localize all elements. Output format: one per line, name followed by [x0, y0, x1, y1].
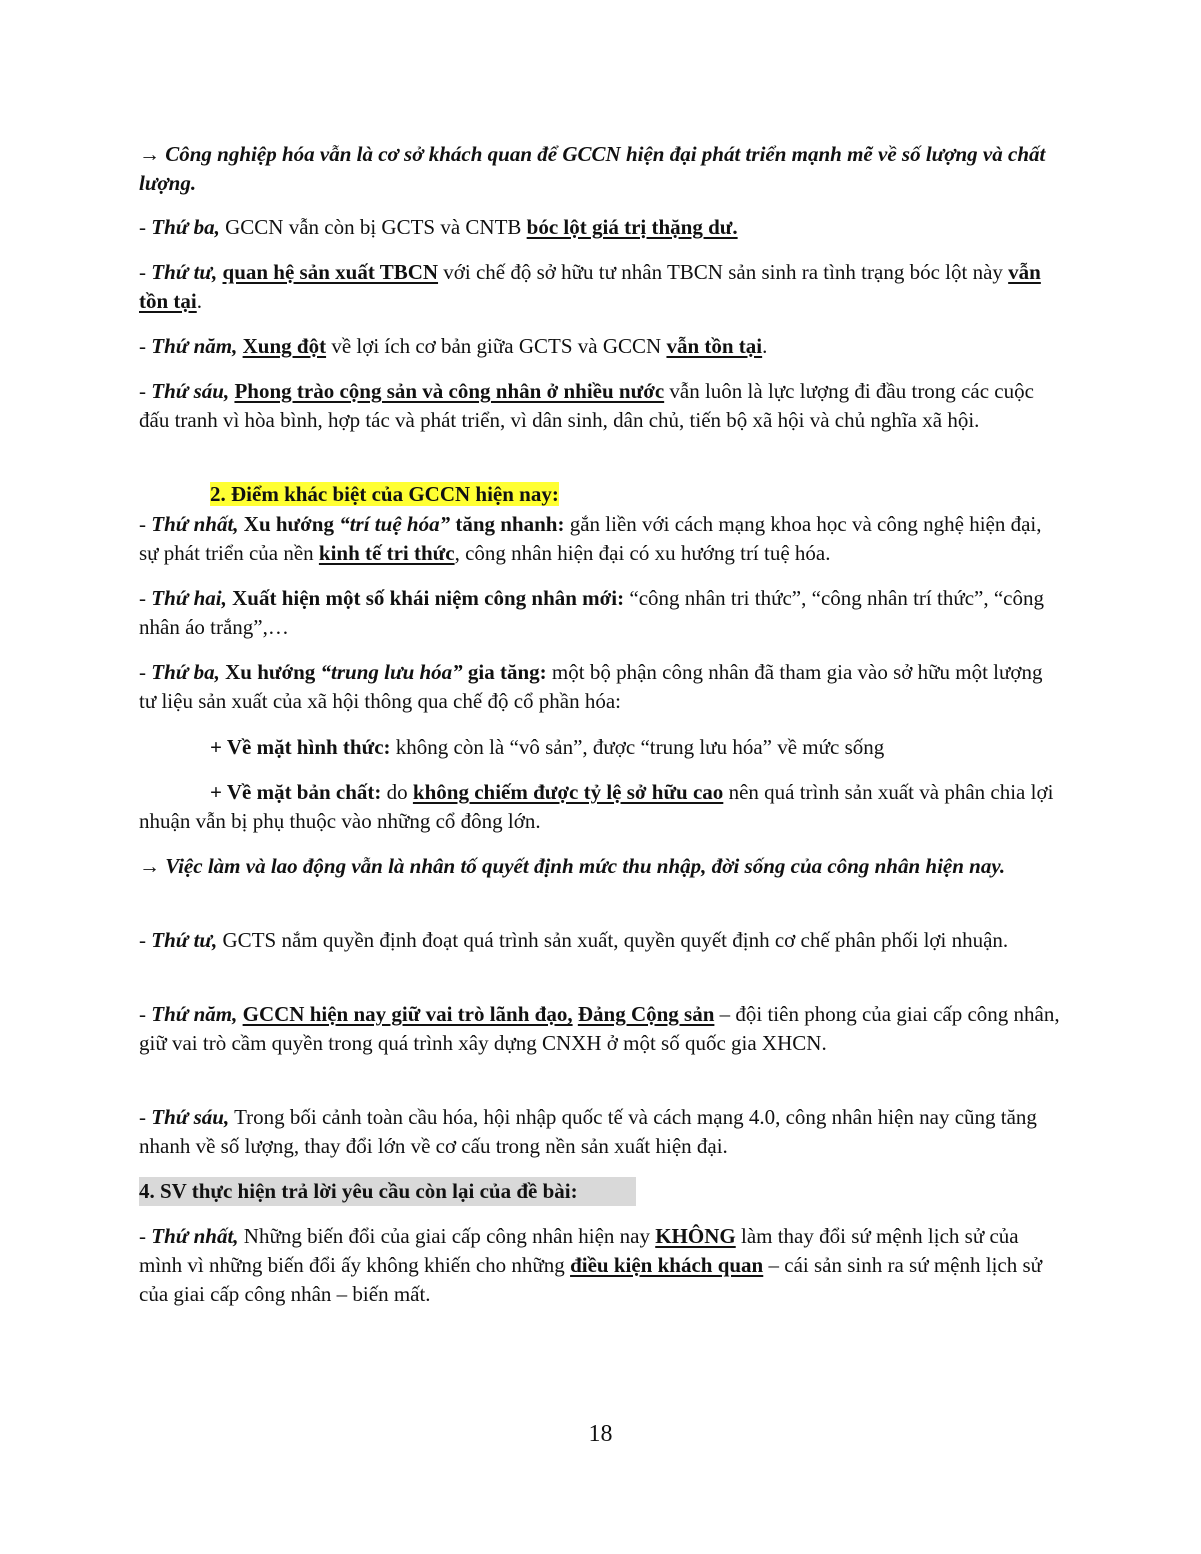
- sub-point-ban-chat: + Về mặt bản chất: do không chiếm được tỷ lệ sở hữu cao nên quá trình sản xuất và phân chia lợi nhuận vẫn bị phụ thuộc vào những cổ đông lớn.: [139, 780, 1054, 833]
- section-heading-4: 4. SV thực hiện trả lời yêu cầu còn lại của đề bài:: [139, 1177, 1064, 1206]
- paragraph-thu-nam: - Thứ năm, Xung đột về lợi ích cơ bản giữa GCTS và GCCN vẫn tồn tại.: [139, 334, 768, 358]
- paragraph-thu-ba: - Thứ ba, GCCN vẫn còn bị GCTS và CNTB bóc lột giá trị thặng dư.: [139, 215, 738, 239]
- item-label: Thứ năm,: [151, 334, 238, 358]
- item-label: Thứ năm,: [151, 1002, 238, 1026]
- paragraph-thu-nam-2: - Thứ năm, GCCN hiện nay giữ vai trò lãnh đạo, Đảng Cộng sản – đội tiên phong của giai cấp công nhân, giữ vai trò cầm quyền trong quá trình xây dựng CNXH ở một số quốc gia XHCN.: [139, 1002, 1060, 1055]
- section-heading-2: 2. Điểm khác biệt của GCCN hiện nay:: [210, 482, 559, 506]
- item-label: Thứ tư,: [151, 260, 218, 284]
- paragraph-thu-nhat: - Thứ nhất, Xu hướng “trí tuệ hóa” tăng nhanh: gắn liền với cách mạng khoa học và công nghệ hiện đại, sự phát triển của nền kinh tế tri thức, công nhân hiện đại có xu hướng trí tuệ hóa.: [139, 512, 1042, 565]
- item-label: Thứ sáu,: [151, 379, 230, 403]
- item-label: Thứ ba,: [151, 215, 220, 239]
- item-label: Thứ ba,: [151, 660, 220, 684]
- conclusion-1: → Công nghiệp hóa vẫn là cơ sở khách quan để GCCN hiện đại phát triển mạnh mẽ về số lượng và chất lượng.: [139, 142, 1046, 195]
- item-label: Thứ nhất,: [151, 512, 239, 536]
- paragraph-thu-ba-2: - Thứ ba, Xu hướng “trung lưu hóa” gia tăng: một bộ phận công nhân đã tham gia vào sở hữu một lượng tư liệu sản xuất của xã hội thông qua chế độ cổ phần hóa:: [139, 660, 1043, 713]
- paragraph-thu-tu: - Thứ tư, quan hệ sản xuất TBCN với chế độ sở hữu tư nhân TBCN sản sinh ra tình trạng bóc lột này vẫn tồn tại.: [139, 260, 1041, 313]
- page-number: 18: [588, 1421, 613, 1447]
- conclusion-2: → Việc làm và lao động vẫn là nhân tố quyết định mức thu nhập, đời sống của công nhân hiện nay.: [139, 854, 1006, 878]
- paragraph-thu-nhat-2: - Thứ nhất, Những biến đổi của giai cấp công nhân hiện nay KHÔNG làm thay đổi sứ mệnh lịch sử của mình vì những biến đổi ấy không khiến cho những điều kiện khách quan – cái sản sinh ra sứ mệnh lịch sử của giai cấp công nhân – biến mất.: [139, 1224, 1043, 1306]
- sub-point-hinh-thuc: + Về mặt hình thức: không còn là “vô sản”, được “trung lưu hóa” về mức sống: [210, 735, 885, 759]
- paragraph-thu-sau: - Thứ sáu, Phong trào cộng sản và công nhân ở nhiều nước vẫn luôn là lực lượng đi đầu trong các cuộc đấu tranh vì hòa bình, hợp tác và phát triển, vì dân sinh, dân chủ, tiến bộ xã hội và chủ nghĩa xã hội.: [139, 379, 1034, 432]
- item-label: Thứ hai,: [151, 586, 227, 610]
- paragraph-thu-hai: - Thứ hai, Xuất hiện một số khái niệm công nhân mới: “công nhân tri thức”, “công nhân trí thức”, “công nhân áo trắng”,…: [139, 586, 1044, 639]
- paragraph-thu-tu-2: - Thứ tư, GCTS nắm quyền định đoạt quá trình sản xuất, quyền quyết định cơ chế phân phối lợi nhuận.: [139, 928, 1009, 952]
- paragraph-thu-sau-2: - Thứ sáu, Trong bối cảnh toàn cầu hóa, hội nhập quốc tế và cách mạng 4.0, công nhân hiện nay cũng tăng nhanh về số lượng, thay đổi lớn về cơ cấu trong nền sản xuất hiện đại.: [139, 1105, 1037, 1158]
- item-label: Thứ tư,: [151, 928, 218, 952]
- item-label: Thứ sáu,: [151, 1105, 230, 1129]
- item-label: Thứ nhất,: [151, 1224, 239, 1248]
